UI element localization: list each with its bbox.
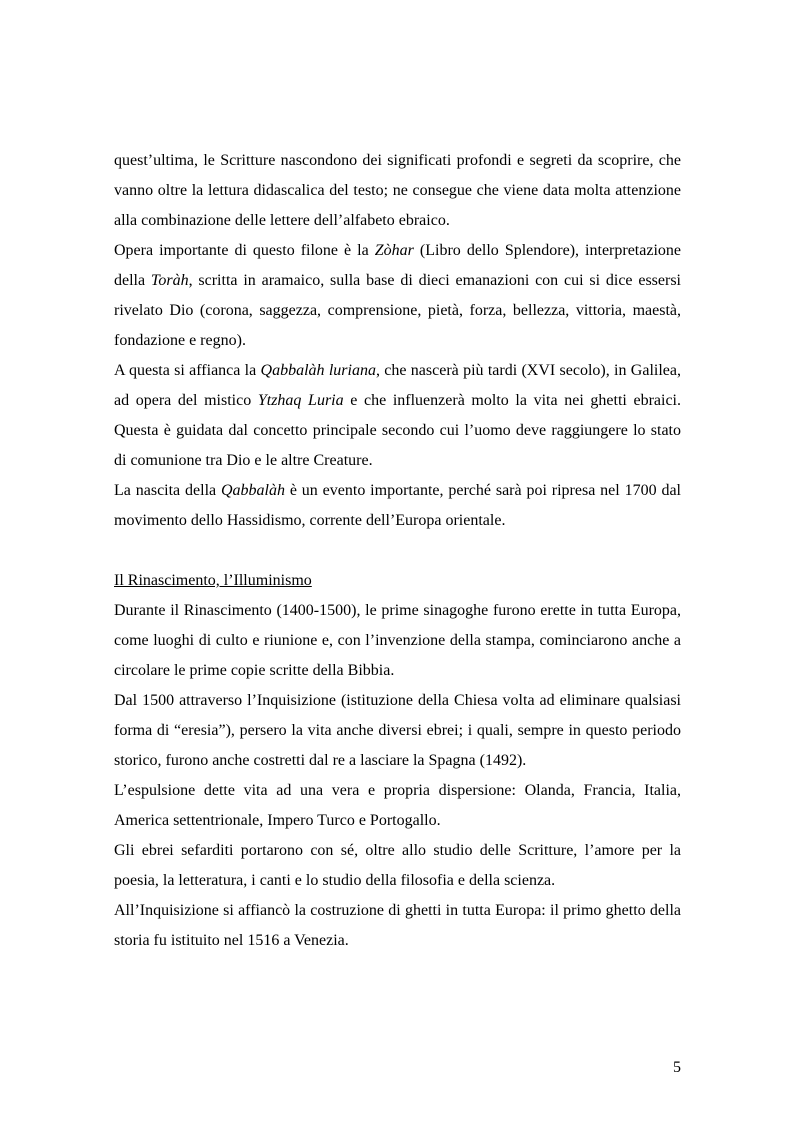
- body-text: [114, 146, 681, 956]
- paragraph-2-italic-torah: Toràh: [150, 272, 189, 289]
- paragraph-8: Gli ebrei sefarditi portarono con sé, oltre allo studio delle Scritture, l’amore per la poesia, la letteratura, i canti e lo studio della filosofia e della scienza.: [114, 842, 681, 889]
- paragraph-4-text-2: è un evento importante, perché sarà poi ripresa nel 1700 dal movimento dello Hassidismo, corrente dell’Europa orientale.: [114, 482, 681, 529]
- paragraph-3-italic-qabbalah-luriana: Qabbalàh luriana: [260, 362, 376, 379]
- paragraph-7: L’espulsione dette vita ad una vera e propria dispersione: Olanda, Francia, Italia, America settentrionale, Impero Turco e Portogallo.: [114, 782, 681, 829]
- paragraph-4: [114, 476, 681, 536]
- paragraph-3: [114, 356, 681, 476]
- paragraph-2-text-1: Opera importante di questo filone è la: [114, 242, 375, 259]
- paragraph-2: [114, 236, 681, 356]
- paragraph-4-text-1: La nascita della: [114, 482, 221, 499]
- paragraph-2-italic-zohar: Zòhar: [374, 242, 414, 259]
- section-heading: Il Rinascimento, l’Illuminismo: [114, 572, 312, 589]
- paragraph-2-text-2: (Libro dello Splendore), interpretazione della: [114, 242, 682, 289]
- page-number: 5: [673, 1059, 681, 1076]
- paragraph-3-text-1: A questa si affianca la: [114, 362, 261, 379]
- paragraph-4-italic-qabbalah: Qabbalàh: [220, 482, 285, 499]
- paragraph-9: All’Inquisizione si affiancò la costruzione di ghetti in tutta Europa: il primo ghetto della storia fu istituito nel 1516 a Venezia.: [114, 902, 681, 949]
- paragraph-3-italic-ytzhaq-luria: Ytzhaq Luria: [257, 392, 344, 409]
- section-spacer: [114, 536, 681, 566]
- paragraph-2-text-3: , scritta in aramaico, sulla base di dieci emanazioni con cui si dice essersi rivelato Dio (corona, saggezza, comprensione, pietà, forza, bellezza, vittoria, maestà, fondazione e regno).: [114, 272, 682, 349]
- paragraph-1: quest’ultima, le Scritture nascondono dei significati profondi e segreti da scoprire, che vanno oltre la lettura didascalica del testo; ne consegue che viene data molta attenzione alla combinazione delle lettere dell’alfabeto ebraico.: [114, 152, 681, 229]
- paragraph-5: Durante il Rinascimento (1400-1500), le prime sinagoghe furono erette in tutta Europa, come luoghi di culto e riunione e, con l’invenzione della stampa, cominciarono anche a circolare le prime copie scritte della Bibbia.: [114, 602, 681, 679]
- paragraph-3-text-2: , che nascerà più tardi (XVI secolo), in Galilea, ad opera del mistico: [114, 362, 682, 409]
- paragraph-6: Dal 1500 attraverso l’Inquisizione (istituzione della Chiesa volta ad eliminare qualsiasi forma di “eresia”), persero la vita anche diversi ebrei; i quali, sempre in questo periodo storico, furono anche costretti dal re a lasciare la Spagna (1492).: [114, 692, 681, 769]
- paragraph-3-text-3: e che influenzerà molto la vita nei ghetti ebraici. Questa è guidata dal concetto principale secondo cui l’uomo deve raggiungere lo stato di comunione tra Dio e le altre Creature.: [114, 392, 682, 469]
